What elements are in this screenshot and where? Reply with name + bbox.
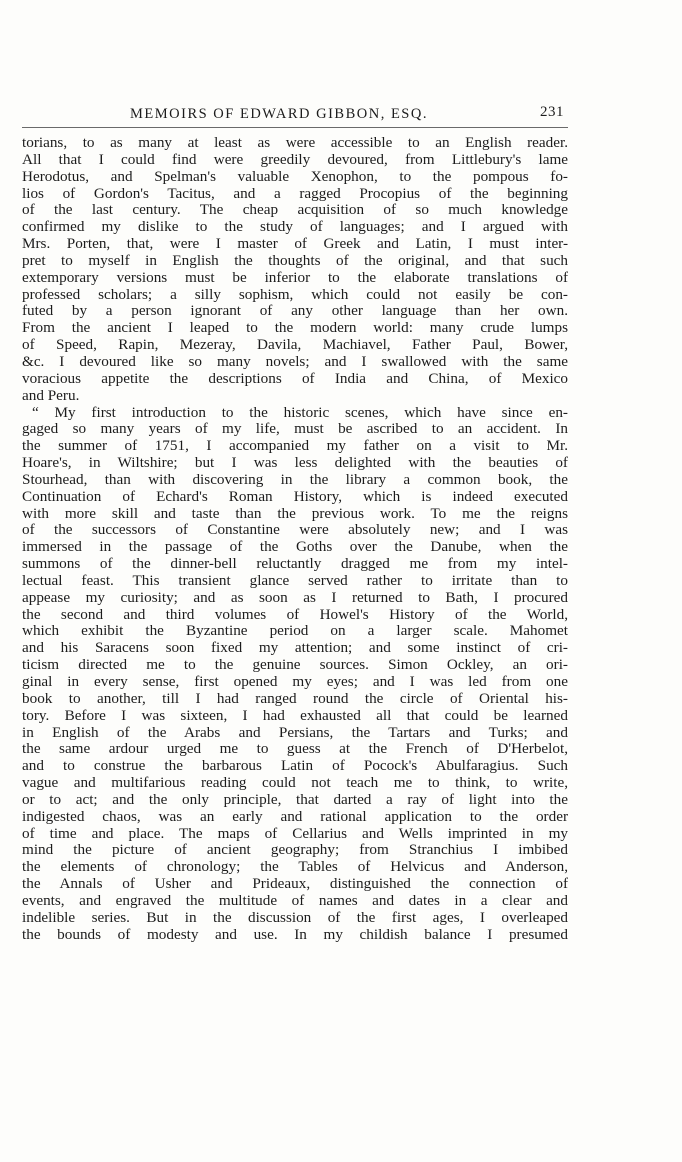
text-line: tory. Before I was sixteen, I had exhausted all that could be learned — [22, 707, 568, 724]
text-line: pret to myself in English the thoughts of the original, and that such — [22, 252, 568, 269]
text-line: and Peru. — [22, 387, 80, 404]
text-line: Continuation of Echard's Roman History, which is indeed executed — [22, 488, 568, 505]
text-line: and to construe the barbarous Latin of Pocock's Abulfaragius. Such — [22, 758, 568, 775]
text-line: lios of Gordon's Tacitus, and a ragged Procopius of the beginning — [22, 185, 568, 202]
text-line: the elements of chronology; the Tables of Helvicus and Anderson, — [22, 859, 568, 876]
text-line: indigested chaos, was an early and rational application to the order — [22, 808, 568, 825]
text-line: summons of the dinner-bell reluctantly dragged me from my intel- — [22, 556, 568, 573]
text-line: futed by a person ignorant of any other language than her own. — [22, 303, 568, 320]
text-line: extemporary versions must be inferior to the elaborate translations of — [22, 269, 568, 286]
text-line: Mrs. Porten, that, were I master of Greek and Latin, I must inter- — [22, 236, 568, 253]
text-line: the summer of 1751, I accompanied my father on a visit to Mr. — [22, 438, 568, 455]
text-line: From the ancient I leaped to the modern world: many crude lumps — [22, 320, 568, 337]
text-line: the same ardour urged me to guess at the French of D'Herbelot, — [22, 741, 568, 758]
text-line: “ My first introduction to the historic scenes, which have since en- — [32, 404, 568, 421]
text-line: gaged so many years of my life, must be ascribed to an accident. In — [22, 421, 568, 438]
text-line: ginal in every sense, first opened my eyes; and I was led from one — [22, 674, 568, 690]
text-line: immersed in the passage of the Goths over the Danube, when the — [22, 539, 568, 556]
text-line: the second and third volumes of Howel's History of the World, — [22, 606, 568, 623]
text-line: the Annals of Usher and Prideaux, distinguished the connection of — [22, 876, 568, 893]
text-line: All that I could find were greedily devoured, from Littlebury's lame — [22, 151, 568, 168]
text-line: and his Saracens soon fixed my attention; and some instinct of cri- — [22, 640, 568, 657]
header-rule — [22, 127, 568, 128]
text-line: voracious appetite the descriptions of India and China, of Mexico — [22, 370, 568, 387]
running-head: MEMOIRS OF EDWARD GIBBON, ESQ. — [130, 106, 428, 122]
text-line: appease my curiosity; and as soon as I returned to Bath, I procured — [22, 589, 568, 606]
text-line: book to another, till I had ranged round the circle of Oriental his- — [22, 690, 568, 707]
page-number: 231 — [540, 104, 564, 120]
text-line: the bounds of modesty and use. In my childish balance I presumed — [22, 926, 568, 943]
text-line: Hoare's, in Wiltshire; but I was less delighted with the beauties of — [22, 455, 568, 472]
text-line: indelible series. But in the discussion of the first ages, I overleaped — [22, 909, 568, 926]
text-line: Herodotus, and Spelman's valuable Xenophon, to the pompous fo- — [22, 168, 568, 185]
text-line: of the last century. The cheap acquisition of so much knowledge — [22, 202, 568, 219]
text-line: &c. I devoured like so many novels; and I swallowed with the same — [22, 353, 568, 370]
text-line: or to act; and the only principle, that darted a ray of light into the — [22, 791, 568, 808]
text-line: events, and engraved the multitude of names and dates in a clear and — [22, 892, 568, 909]
body-text — [22, 135, 568, 944]
text-line: of the successors of Constantine were absolutely new; and I was — [22, 522, 568, 539]
text-line: of Speed, Rapin, Mezeray, Davila, Machiavel, Father Paul, Bower, — [22, 337, 568, 354]
text-line: torians, to as many at least as were accessible to an English reader. — [22, 135, 568, 151]
text-line: with more skill and taste than the previous work. To me the reigns — [22, 505, 568, 522]
text-line: ticism directed me to the genuine sources. Simon Ockley, an ori- — [22, 657, 568, 674]
text-line: lectual feast. This transient glance served rather to irritate than to — [22, 572, 568, 589]
text-line: which exhibit the Byzantine period on a larger scale. Mahomet — [22, 623, 568, 640]
text-line: mind the picture of ancient geography; from Stranchius I imbibed — [22, 842, 568, 859]
text-line: Stourhead, than with discovering in the library a common book, the — [22, 471, 568, 488]
text-line: in English of the Arabs and Persians, the Tartars and Turks; and — [22, 724, 568, 741]
text-line: professed scholars; a silly sophism, which could not easily be con- — [22, 286, 568, 303]
text-line: of time and place. The maps of Cellarius and Wells imprinted in my — [22, 825, 568, 842]
text-line: confirmed my dislike to the study of languages; and I argued with — [22, 219, 568, 236]
text-line: vague and multifarious reading could not teach me to think, to write, — [22, 775, 568, 792]
